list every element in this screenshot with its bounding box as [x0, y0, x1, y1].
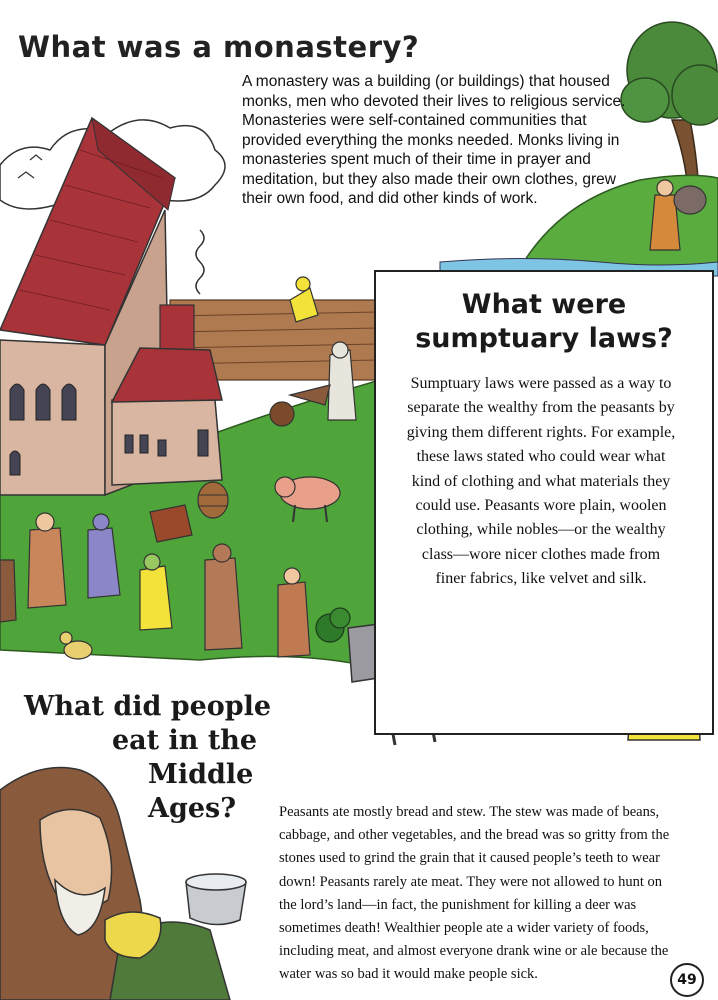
farmer-yellow: [290, 277, 318, 322]
paragraph-middle-ages-food: Peasants ate mostly bread and stew. The stew was made of beans, cabbage, and other vegetables, and the bread was so gritty from the stones used to grind the grain that it caused people’s teeth to wear down! Peasants rarely ate meat. They were not allowed to hunt on the lord’s land—in fact, the punishment for killing a deer was sometimes death! Wealthier people ate a wider variety of foods, including meat, and almost everyone drank wine or ale because the water was so bad it would make people sick.: [279, 804, 670, 983]
heading-sumptuary-line2: sumptuary laws?: [415, 323, 673, 354]
barrel: [198, 482, 228, 518]
heading-food-line2: eat in the: [112, 725, 258, 756]
heading-sumptuary-line1: What were: [461, 289, 627, 320]
heading-monastery: What was a monastery?: [18, 30, 420, 64]
crate: [150, 505, 192, 542]
paragraph-monastery: A monastery was a building (or buildings) that housed monks, men who devoted their lives to religious service. Monasteries were self-contained communities that provided everything the monks needed. Monks living in monasteries spent much of their time in prayer and meditation, but they also made their own clothes, grew their own food, and did other kinds of work.: [242, 73, 626, 207]
heading-sumptuary-laws: [376, 288, 712, 356]
paragraph-sumptuary-laws: Sumptuary laws were passed as a way to separate the wealthy from the peasants by giving them different rights. For example, these laws stated who could wear what kind of clothing and what materials they could use. Peasants wore plain, woolen clothing, while nobles—or the wealthy class—wore nicer clothes made from finer fabrics, like velvet and silk.: [406, 375, 676, 588]
page-number: 49: [670, 963, 704, 997]
heading-food-line3: Middle Ages?: [148, 759, 254, 824]
heading-food-line1: What did people: [24, 691, 272, 722]
